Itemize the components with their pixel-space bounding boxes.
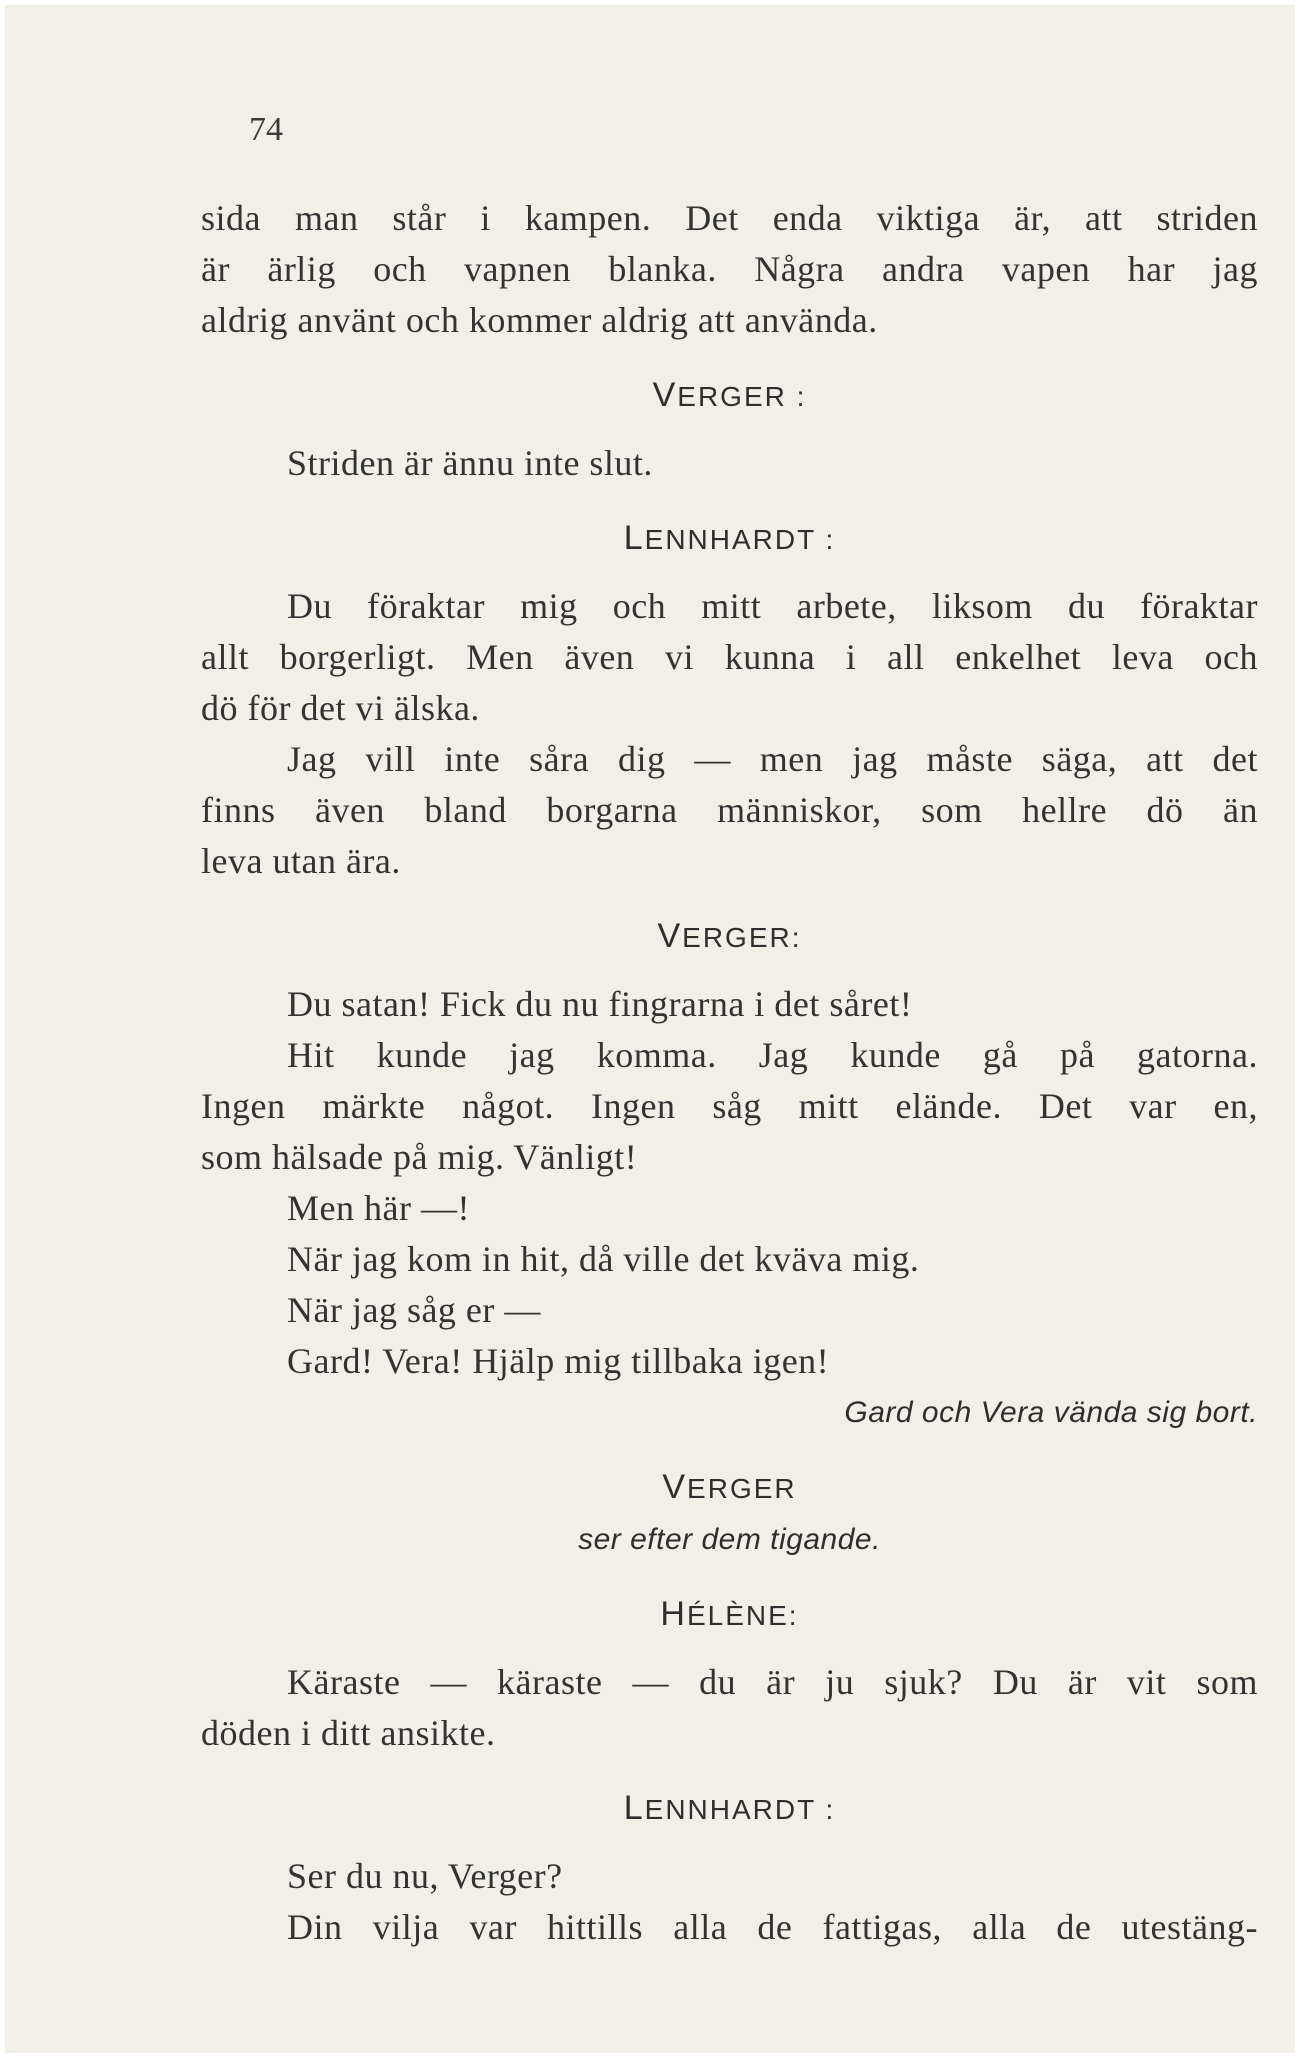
speaker-name: VERGER [662, 1468, 797, 1506]
text-line: som hälsade på mig. Vänligt! [201, 1137, 638, 1177]
text-line: är ärlig och vapnen blanka. Några andra vapen har jag [201, 249, 1258, 289]
page-number: 74 [249, 111, 283, 148]
page-body [201, 193, 1258, 1953]
text-line: Du föraktar mig och mitt arbete, liksom du föraktar [287, 586, 1258, 626]
speech-lennhardt-2 [201, 1783, 1258, 1953]
text-line: Ser du nu, Verger? [287, 1856, 563, 1896]
speaker-name: LENNHARDT : [623, 1789, 836, 1827]
text-line: sida man står i kampen. Det enda viktiga är, att striden [201, 198, 1258, 238]
text-line: döden i ditt ansikte. [201, 1713, 496, 1753]
text-line: aldrig använt och kommer aldrig att använda. [201, 300, 878, 340]
speech-verger-3 [201, 1462, 1258, 1565]
text-line: Hit kunde jag komma. Jag kunde gå på gatorna. [287, 1035, 1258, 1075]
text-line: Du satan! Fick du nu fingrarna i det såret! [287, 984, 913, 1024]
speaker-name: VERGER : [652, 376, 807, 414]
text-line: allt borgerligt. Men även vi kunna i all enkelhet leva och [201, 637, 1258, 677]
stage-direction: Gard och Vera vända sig bort. [844, 1396, 1258, 1429]
text-line: Jag vill inte såra dig — men jag måste säga, att det [287, 739, 1258, 779]
speech-helene [201, 1589, 1258, 1759]
text-line: Din vilja var hittills alla de fattigas, alla de utestäng- [287, 1907, 1258, 1947]
stage-direction: ser efter dem tigande. [578, 1523, 881, 1556]
text-line: Men här —! [287, 1188, 470, 1228]
speech-verger-1 [201, 370, 1258, 489]
paragraph-continuation [201, 193, 1258, 346]
text-line: Striden är ännu inte slut. [287, 443, 653, 483]
text-line: Gard! Vera! Hjälp mig tillbaka igen! [287, 1341, 830, 1381]
text-line: När jag kom in hit, då ville det kväva mig. [287, 1239, 920, 1279]
speech-lennhardt-1 [201, 513, 1258, 887]
speech-verger-2 [201, 911, 1258, 1438]
text-line: finns även bland borgarna människor, som hellre dö än [201, 790, 1258, 830]
speaker-name: HÉLÈNE: [660, 1595, 799, 1633]
text-line: dö för det vi älska. [201, 688, 480, 728]
text-line: Käraste — käraste — du är ju sjuk? Du är vit som [287, 1662, 1258, 1702]
speaker-name: LENNHARDT : [623, 519, 836, 557]
text-line: När jag såg er — [287, 1290, 541, 1330]
speaker-name: VERGER: [657, 917, 802, 955]
text-line: Ingen märkte något. Ingen såg mitt elände. Det var en, [201, 1086, 1258, 1126]
text-line: leva utan ära. [201, 841, 401, 881]
book-page [5, 5, 1295, 2053]
